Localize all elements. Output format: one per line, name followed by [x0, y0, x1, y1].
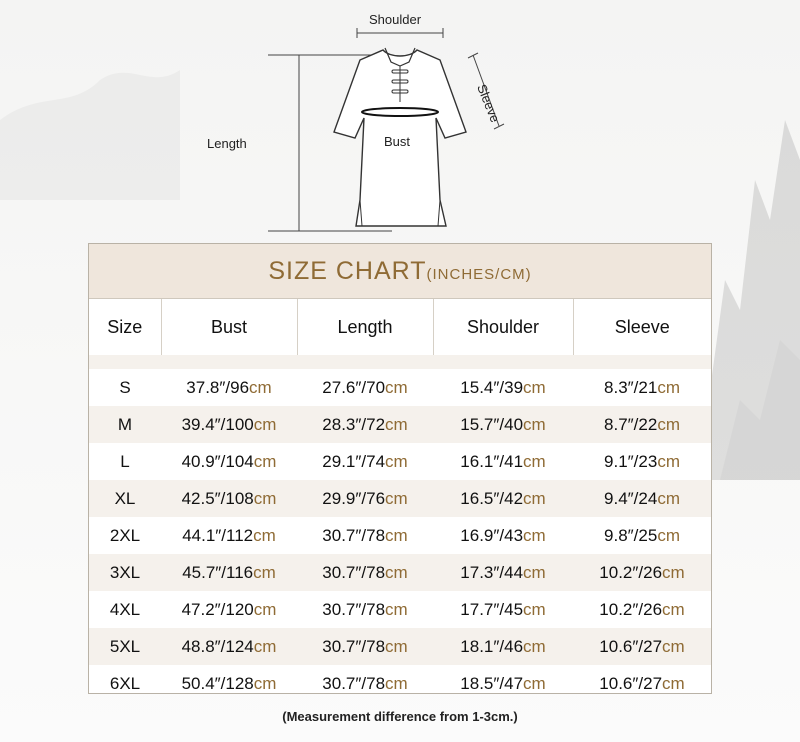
- unit-cm: cm: [523, 377, 546, 397]
- cell-bust: [161, 480, 297, 517]
- cell-length: [297, 554, 433, 591]
- unit-cm: cm: [385, 377, 408, 397]
- cell-length: [297, 591, 433, 628]
- cell-size: [89, 554, 161, 591]
- unit-cm: cm: [385, 562, 408, 582]
- cell-sleeve: [573, 665, 711, 702]
- cell-sleeve: [573, 554, 711, 591]
- sleeve-value: 9.1″/23: [604, 451, 658, 471]
- unit-cm: cm: [523, 636, 546, 656]
- cell-sleeve: [573, 443, 711, 480]
- unit-cm: cm: [662, 636, 685, 656]
- size-chart-title-units: (INCHES/CM): [426, 265, 532, 283]
- bust-value: 37.8″/96: [186, 377, 250, 397]
- unit-cm: cm: [523, 525, 546, 545]
- bust-value: 39.4″/100: [181, 414, 254, 434]
- cell-size: [89, 480, 161, 517]
- unit-cm: cm: [523, 599, 546, 619]
- measurement-note: (Measurement difference from 1-3cm.): [282, 709, 518, 724]
- column-header-size: Size: [89, 299, 161, 355]
- cell-length: [297, 665, 433, 702]
- cell-size: [89, 591, 161, 628]
- length-value: 29.9″/76: [322, 488, 386, 508]
- cell-size: [89, 406, 161, 443]
- cell-sleeve: [573, 591, 711, 628]
- unit-cm: cm: [523, 673, 546, 693]
- shoulder-value: 18.5″/47: [460, 673, 524, 693]
- size-table: [89, 299, 711, 702]
- size-value: M: [117, 414, 133, 434]
- shoulder-value: 16.9″/43: [460, 525, 524, 545]
- cell-shoulder: [433, 554, 573, 591]
- cell-length: [297, 443, 433, 480]
- cell-sleeve: [573, 628, 711, 665]
- size-value: 5XL: [109, 636, 141, 656]
- unit-cm: cm: [253, 599, 277, 619]
- unit-cm: cm: [253, 414, 277, 434]
- unit-cm: cm: [657, 451, 680, 471]
- table-row: [89, 628, 711, 665]
- unit-cm: cm: [523, 414, 546, 434]
- column-header-shoulder: Shoulder: [433, 299, 573, 355]
- cell-bust: [161, 369, 297, 406]
- unit-cm: cm: [657, 377, 680, 397]
- cell-bust: [161, 591, 297, 628]
- unit-cm: cm: [657, 414, 680, 434]
- cell-bust: [161, 665, 297, 702]
- unit-cm: cm: [253, 673, 277, 693]
- unit-cm: cm: [253, 525, 276, 545]
- table-row: [89, 369, 711, 406]
- unit-cm: cm: [523, 488, 546, 508]
- bust-value: 42.5″/108: [181, 488, 254, 508]
- table-row: [89, 517, 711, 554]
- cell-size: [89, 628, 161, 665]
- cell-length: [297, 406, 433, 443]
- size-value: S: [119, 377, 131, 397]
- cell-bust: [161, 554, 297, 591]
- table-row: [89, 406, 711, 443]
- unit-cm: cm: [657, 488, 680, 508]
- shoulder-value: 17.7″/45: [460, 599, 524, 619]
- unit-cm: cm: [253, 451, 277, 471]
- column-header-length: Length: [297, 299, 433, 355]
- cell-shoulder: [433, 369, 573, 406]
- cell-shoulder: [433, 591, 573, 628]
- size-value: 2XL: [109, 525, 141, 545]
- cell-shoulder: [433, 665, 573, 702]
- unit-cm: cm: [249, 377, 272, 397]
- bust-value: 47.2″/120: [181, 599, 254, 619]
- sleeve-value: 9.4″/24: [604, 488, 658, 508]
- cell-size: [89, 369, 161, 406]
- column-header-sleeve: Sleeve: [614, 316, 670, 337]
- unit-cm: cm: [385, 414, 408, 434]
- size-chart-title-main: SIZE CHART: [268, 256, 427, 285]
- table-row: [89, 665, 711, 702]
- shoulder-value: 16.1″/41: [460, 451, 524, 471]
- length-value: 30.7″/78: [322, 673, 386, 693]
- sleeve-value: 10.2″/26: [599, 599, 663, 619]
- cell-bust: [161, 443, 297, 480]
- length-value: 30.7″/78: [322, 636, 386, 656]
- size-value: 4XL: [109, 599, 141, 619]
- shoulder-value: 17.3″/44: [460, 562, 524, 582]
- bust-value: 48.8″/124: [181, 636, 254, 656]
- bust-label: Bust: [384, 134, 411, 149]
- size-value: 3XL: [109, 562, 141, 582]
- shoulder-value: 18.1″/46: [460, 636, 524, 656]
- unit-cm: cm: [523, 562, 546, 582]
- unit-cm: cm: [253, 488, 277, 508]
- sleeve-value: 10.6″/27: [599, 673, 663, 693]
- cell-shoulder: [433, 406, 573, 443]
- shoulder-value: 15.7″/40: [460, 414, 524, 434]
- unit-cm: cm: [657, 525, 680, 545]
- cell-shoulder: [433, 480, 573, 517]
- cell-shoulder: [433, 517, 573, 554]
- length-label: Length: [207, 136, 247, 151]
- size-chart-header: [89, 244, 711, 299]
- cell-length: [297, 480, 433, 517]
- cell-sleeve: [573, 517, 711, 554]
- bust-value: 40.9″/104: [181, 451, 254, 471]
- cell-size: [89, 443, 161, 480]
- size-value: 6XL: [109, 673, 141, 693]
- table-row: [89, 554, 711, 591]
- cell-shoulder: [433, 628, 573, 665]
- unit-cm: cm: [385, 599, 408, 619]
- length-value: 30.7″/78: [322, 525, 386, 545]
- cell-shoulder: [433, 443, 573, 480]
- size-table-header-row: [89, 299, 711, 355]
- cell-sleeve: [573, 406, 711, 443]
- cell-length: [297, 369, 433, 406]
- cell-bust: [161, 406, 297, 443]
- shoulder-label: Shoulder: [369, 12, 422, 27]
- length-value: 28.3″/72: [322, 414, 386, 434]
- unit-cm: cm: [385, 525, 408, 545]
- cell-bust: [161, 517, 297, 554]
- unit-cm: cm: [385, 636, 408, 656]
- table-row: [89, 480, 711, 517]
- size-chart: [88, 243, 712, 694]
- unit-cm: cm: [523, 451, 546, 471]
- cell-size: [89, 665, 161, 702]
- unit-cm: cm: [662, 599, 685, 619]
- garment-diagram: [0, 0, 800, 240]
- cell-sleeve: [573, 369, 711, 406]
- sleeve-value: 10.6″/27: [599, 636, 663, 656]
- cell-sleeve: [573, 480, 711, 517]
- unit-cm: cm: [385, 673, 408, 693]
- cell-length: [297, 628, 433, 665]
- unit-cm: cm: [385, 451, 408, 471]
- bust-value: 45.7″/116: [182, 562, 254, 582]
- unit-cm: cm: [385, 488, 408, 508]
- unit-cm: cm: [662, 562, 685, 582]
- size-value: L: [120, 451, 130, 471]
- cell-length: [297, 517, 433, 554]
- cell-bust: [161, 628, 297, 665]
- length-value: 27.6″/70: [322, 377, 386, 397]
- column-header-bust: Bust: [161, 299, 297, 355]
- shoulder-value: 15.4″/39: [460, 377, 524, 397]
- length-value: 30.7″/78: [322, 562, 386, 582]
- sleeve-value: 10.2″/26: [599, 562, 663, 582]
- unit-cm: cm: [253, 562, 276, 582]
- table-spacer-row: [89, 355, 711, 369]
- shoulder-value: 16.5″/42: [460, 488, 524, 508]
- sleeve-value: 8.3″/21: [604, 377, 658, 397]
- sleeve-value: 8.7″/22: [604, 414, 658, 434]
- size-value: XL: [114, 488, 136, 508]
- sleeve-label: Sleeve: [474, 82, 503, 125]
- unit-cm: cm: [253, 636, 277, 656]
- size-chart-title: [268, 257, 531, 286]
- bust-value: 44.1″/112: [182, 525, 254, 545]
- dress-illustration: [0, 0, 800, 240]
- bust-value: 50.4″/128: [181, 673, 254, 693]
- length-value: 29.1″/74: [322, 451, 386, 471]
- unit-cm: cm: [662, 673, 685, 693]
- sleeve-value: 9.8″/25: [604, 525, 658, 545]
- length-value: 30.7″/78: [322, 599, 386, 619]
- table-row: [89, 591, 711, 628]
- table-row: [89, 443, 711, 480]
- cell-size: [89, 517, 161, 554]
